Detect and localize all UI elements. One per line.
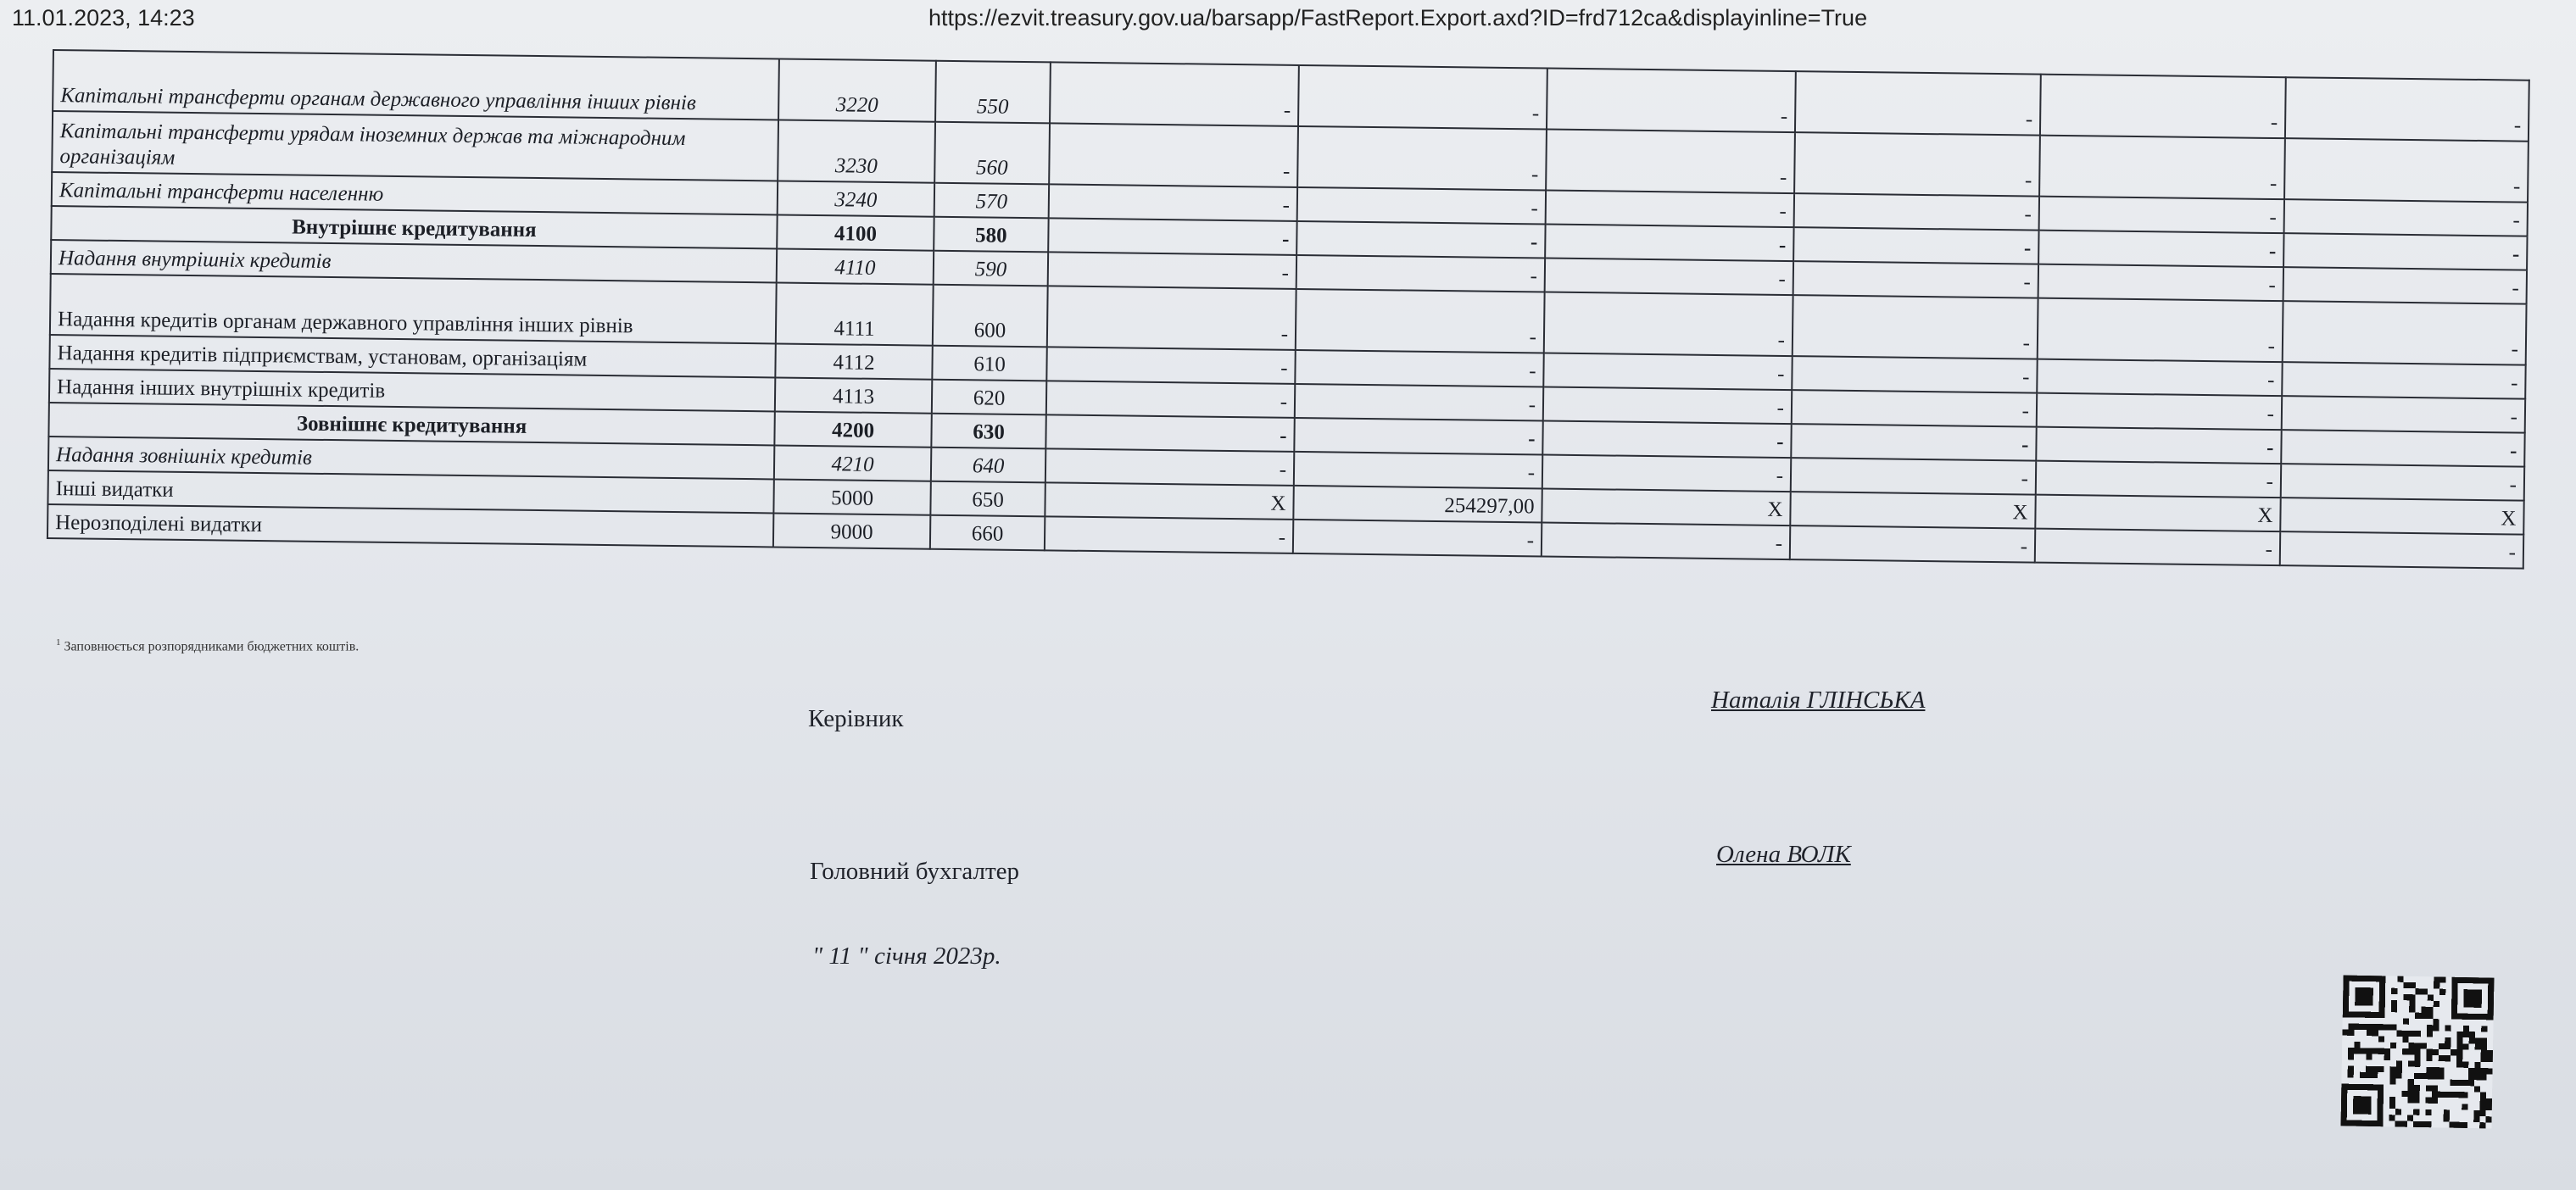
row-line-code: 610	[932, 346, 1046, 381]
head-name: Наталія ГЛІНСЬКА	[1711, 687, 1926, 714]
row-value-cell: -	[2283, 233, 2527, 270]
row-value-cell: -	[1296, 289, 1545, 353]
row-value-cell: X	[1542, 489, 1790, 526]
row-value-cell: 254297,00	[1293, 486, 1542, 523]
row-value-cell: -	[1791, 424, 2036, 461]
row-value-cell: -	[1545, 259, 1793, 296]
row-value-cell: -	[2038, 298, 2283, 363]
qr-code	[2340, 975, 2494, 1128]
row-value-cell: -	[1792, 390, 2037, 427]
accountant-role-label: Головний бухгалтер	[810, 858, 1019, 885]
row-value-cell: -	[2035, 529, 2280, 566]
row-value-cell: -	[1046, 381, 1295, 418]
row-kekv-code: 3230	[778, 120, 935, 182]
row-value-cell: -	[2040, 75, 2286, 139]
row-name: Інші видатки	[47, 470, 773, 513]
row-kekv-code: 4113	[775, 377, 932, 413]
row-value-cell: -	[1542, 522, 1790, 559]
row-value-cell: -	[1045, 448, 1294, 486]
row-kekv-code: 4210	[774, 445, 931, 481]
row-value-cell: -	[1795, 71, 2041, 136]
row-value-cell: -	[2036, 461, 2281, 498]
row-value-cell: -	[1297, 126, 1547, 191]
row-value-cell: -	[1792, 356, 2037, 393]
row-value-cell: -	[2285, 77, 2529, 142]
row-value-cell: -	[1793, 295, 2038, 359]
expenditure-table	[47, 49, 2530, 570]
row-name: Внутрішнє кредитування	[51, 206, 777, 248]
row-value-cell: -	[1547, 69, 1796, 133]
row-value-cell: -	[2282, 396, 2525, 433]
row-kekv-code: 4100	[777, 214, 934, 250]
print-timestamp: 11.01.2023, 14:23	[12, 5, 195, 31]
row-value-cell: -	[1049, 123, 1298, 187]
row-value-cell: -	[1545, 225, 1793, 262]
row-line-code: 590	[934, 251, 1048, 286]
row-line-code: 580	[934, 217, 1048, 253]
row-value-cell: -	[1295, 384, 1543, 421]
row-value-cell: -	[1045, 516, 1293, 553]
row-kekv-code: 4110	[777, 248, 934, 284]
row-kekv-code: 4200	[774, 411, 931, 447]
row-value-cell: -	[1542, 421, 1791, 459]
row-value-cell: -	[1297, 187, 1546, 225]
row-value-cell: -	[2284, 138, 2529, 203]
row-line-code: 570	[934, 183, 1049, 219]
row-value-cell: -	[1543, 353, 1792, 391]
row-value-cell: -	[2038, 264, 2283, 302]
row-value-cell: -	[1298, 65, 1547, 130]
row-value-cell: X	[2280, 498, 2523, 535]
row-value-cell: -	[1793, 261, 2038, 298]
row-kekv-code: 3220	[778, 58, 936, 121]
row-name: Капітальні трансферти органам державного управління інших рівнів	[53, 50, 779, 120]
row-value-cell: -	[1294, 452, 1542, 489]
row-value-cell: -	[1793, 227, 2038, 264]
row-value-cell: -	[1296, 255, 1545, 292]
row-name: Зовнішнє кредитування	[48, 403, 774, 445]
row-value-cell: -	[2039, 197, 2284, 234]
row-value-cell: X	[1790, 492, 2035, 529]
row-name: Надання кредитів органам державного управління інших рівнів	[50, 274, 777, 343]
footnote-text: Заповнюється розпорядниками бюджетних коштів.	[64, 639, 360, 654]
row-kekv-code: 4112	[775, 343, 932, 379]
row-kekv-code: 4111	[776, 282, 934, 345]
document-date: " 11 " січня 2023р.	[812, 943, 1001, 970]
row-value-cell: -	[2282, 362, 2525, 399]
row-kekv-code: 5000	[773, 479, 930, 514]
row-value-cell: -	[1794, 193, 2039, 231]
row-kekv-code: 9000	[773, 513, 930, 548]
row-value-cell: -	[1544, 292, 1793, 357]
row-value-cell: -	[2039, 136, 2285, 200]
row-value-cell: -	[1542, 455, 1791, 492]
row-value-cell: -	[2284, 199, 2528, 236]
row-name: Надання інших внутрішніх кредитів	[49, 369, 775, 411]
row-line-code: 630	[931, 414, 1045, 449]
row-value-cell: -	[1294, 418, 1542, 455]
row-line-code: 600	[933, 285, 1048, 348]
row-value-cell: X	[1045, 482, 1293, 520]
row-value-cell: -	[2281, 464, 2524, 501]
row-line-code: 550	[935, 61, 1051, 124]
row-value-cell: -	[1546, 191, 1794, 228]
row-kekv-code: 3240	[778, 181, 934, 216]
row-value-cell: -	[2037, 359, 2282, 397]
row-value-cell: -	[2036, 427, 2281, 464]
row-line-code: 660	[930, 515, 1045, 551]
row-value-cell: -	[1049, 184, 1297, 221]
row-value-cell: -	[2283, 267, 2527, 304]
row-value-cell: -	[1293, 520, 1542, 557]
row-value-cell: -	[1045, 414, 1294, 452]
head-role-label: Керівник	[808, 705, 904, 732]
row-value-cell: -	[2283, 301, 2527, 365]
print-url: https://ezvit.treasury.gov.ua/barsapp/FastReport.Export.axd?ID=frd712ca&displayinline=True	[928, 5, 1868, 31]
row-line-code: 650	[930, 481, 1045, 517]
row-value-cell: -	[1048, 252, 1296, 289]
row-value-cell: -	[2037, 393, 2282, 431]
row-value-cell: -	[2038, 231, 2283, 268]
row-value-cell: -	[1047, 286, 1296, 350]
row-value-cell: -	[1794, 132, 2040, 197]
footnote-mark: 1	[56, 637, 61, 648]
row-value-cell: -	[1050, 62, 1299, 126]
row-value-cell: -	[1048, 218, 1296, 255]
row-value-cell: -	[1295, 350, 1543, 387]
row-value-cell: -	[1546, 130, 1795, 194]
row-name: Капітальні трансферти урядам іноземних держав та міжнародним організаціям	[52, 111, 778, 181]
row-name: Капітальні трансферти населенню	[52, 172, 778, 214]
row-value-cell: -	[1543, 387, 1792, 425]
row-value-cell: -	[1791, 458, 2036, 495]
row-value-cell: X	[2035, 495, 2280, 532]
row-line-code: 560	[934, 122, 1050, 185]
accountant-name: Олена ВОЛК	[1716, 841, 1851, 868]
row-name: Надання кредитів підприємствам, установам, організаціям	[49, 335, 775, 377]
row-name: Нерозподілені видатки	[47, 504, 773, 547]
row-value-cell: -	[2281, 430, 2524, 467]
row-name: Надання зовнішніх кредитів	[48, 437, 774, 479]
row-value-cell: -	[1790, 525, 2035, 563]
row-value-cell: -	[2280, 531, 2523, 569]
row-line-code: 640	[931, 448, 1045, 483]
row-name: Надання внутрішніх кредитів	[51, 240, 777, 282]
row-value-cell: -	[1296, 221, 1545, 259]
row-line-code: 620	[932, 380, 1046, 415]
row-value-cell: -	[1046, 347, 1295, 384]
footnote	[56, 637, 359, 654]
